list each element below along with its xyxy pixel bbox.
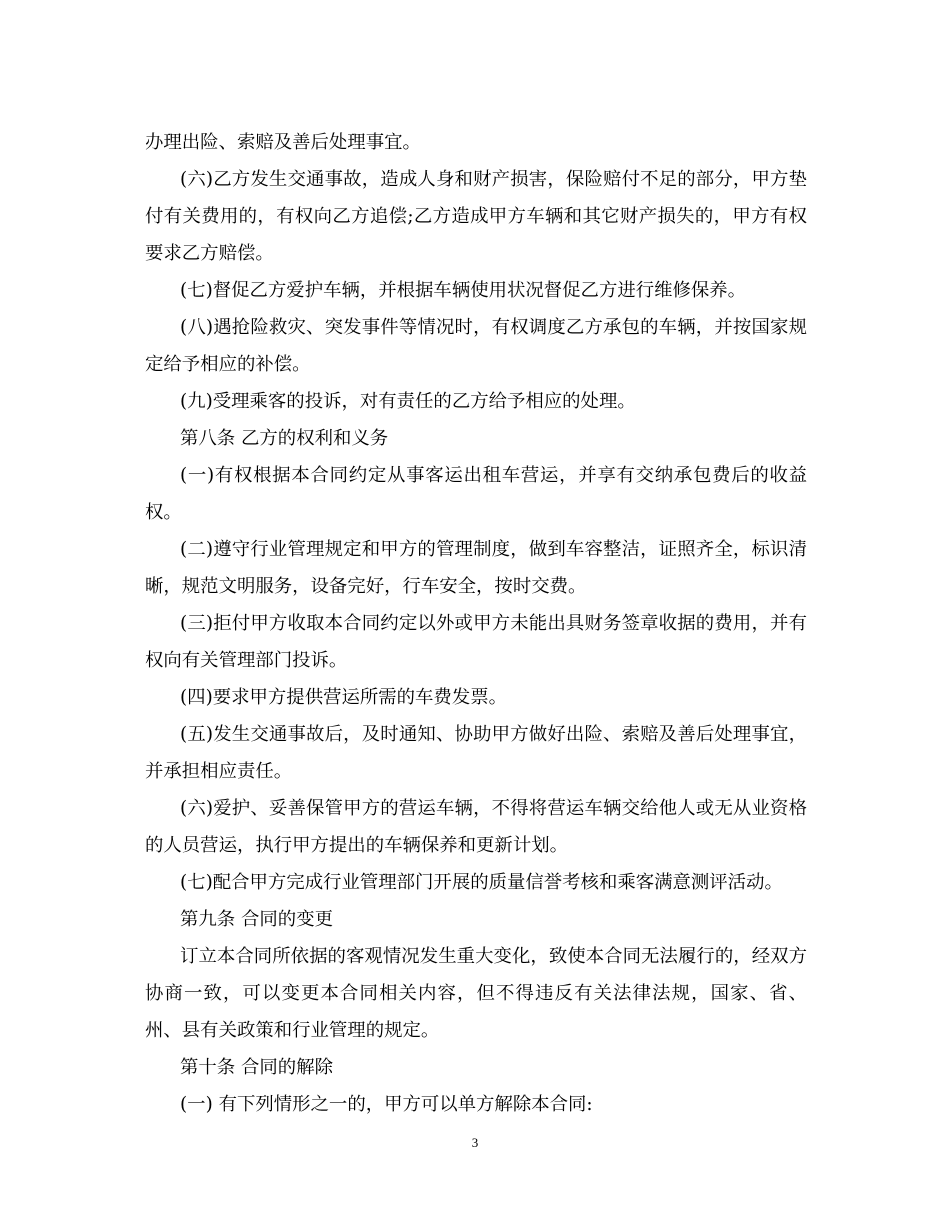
- paragraph: (五)发生交通事故后，及时通知、协助甲方做好出险、索赔及善后处理事宜，并承担相应责任。: [145, 724, 807, 782]
- paragraph: (四)要求甲方提供营运所需的车费发票。: [180, 687, 507, 708]
- section-heading: 第十条 合同的解除: [180, 1057, 333, 1078]
- page-number: 3: [471, 1135, 479, 1150]
- paragraph: (九)受理乘客的投诉，对有责任的乙方给予相应的处理。: [180, 391, 636, 412]
- paragraph: (六)乙方发生交通事故，造成人身和财产损害，保险赔付不足的部分，甲方垫付有关费用的，有权向乙方追偿;乙方造成甲方车辆和其它财产损失的，甲方有权要求乙方赔偿。: [145, 169, 807, 264]
- paragraph: (七)督促乙方爱护车辆，并根据车辆使用状况督促乙方进行维修保养。: [180, 280, 747, 301]
- paragraph: (一) 有下列情形之一的，甲方可以单方解除本合同:: [180, 1094, 593, 1115]
- paragraph: (一)有权根据本合同约定从事客运出租车营运，并享有交纳承包费后的收益权。: [145, 465, 807, 523]
- section-heading: 第八条 乙方的权利和义务: [180, 428, 389, 449]
- section-heading: 第九条 合同的变更: [180, 909, 333, 930]
- paragraph: (六)爱护、妥善保管甲方的营运车辆，不得将营运车辆交给他人或无从业资格的人员营运，执行甲方提出的车辆保养和更新计划。: [145, 798, 807, 856]
- paragraph: 订立本合同所依据的客观情况发生重大变化，致使本合同无法履行的，经双方协商一致，可以变更本合同相关内容，但不得违反有关法律法规，国家、省、州、县有关政策和行业管理的规定。: [145, 946, 807, 1041]
- paragraph: 办理出险、索赔及善后处理事宜。: [145, 132, 421, 153]
- paragraph: (二)遵守行业管理规定和甲方的管理制度，做到车容整洁，证照齐全，标识清晰，规范文明服务，设备完好，行车安全，按时交费。: [145, 539, 807, 597]
- paragraph: (七)配合甲方完成行业管理部门开展的质量信誉考核和乘客满意测评活动。: [180, 872, 783, 893]
- paragraph: (三)拒付甲方收取本合同约定以外或甲方未能出具财务签章收据的费用，并有权向有关管理部门投诉。: [145, 613, 807, 671]
- paragraph: (八)遇抢险救灾、突发事件等情况时，有权调度乙方承包的车辆，并按国家规定给予相应的补偿。: [145, 317, 807, 375]
- document-body: [145, 124, 807, 1123]
